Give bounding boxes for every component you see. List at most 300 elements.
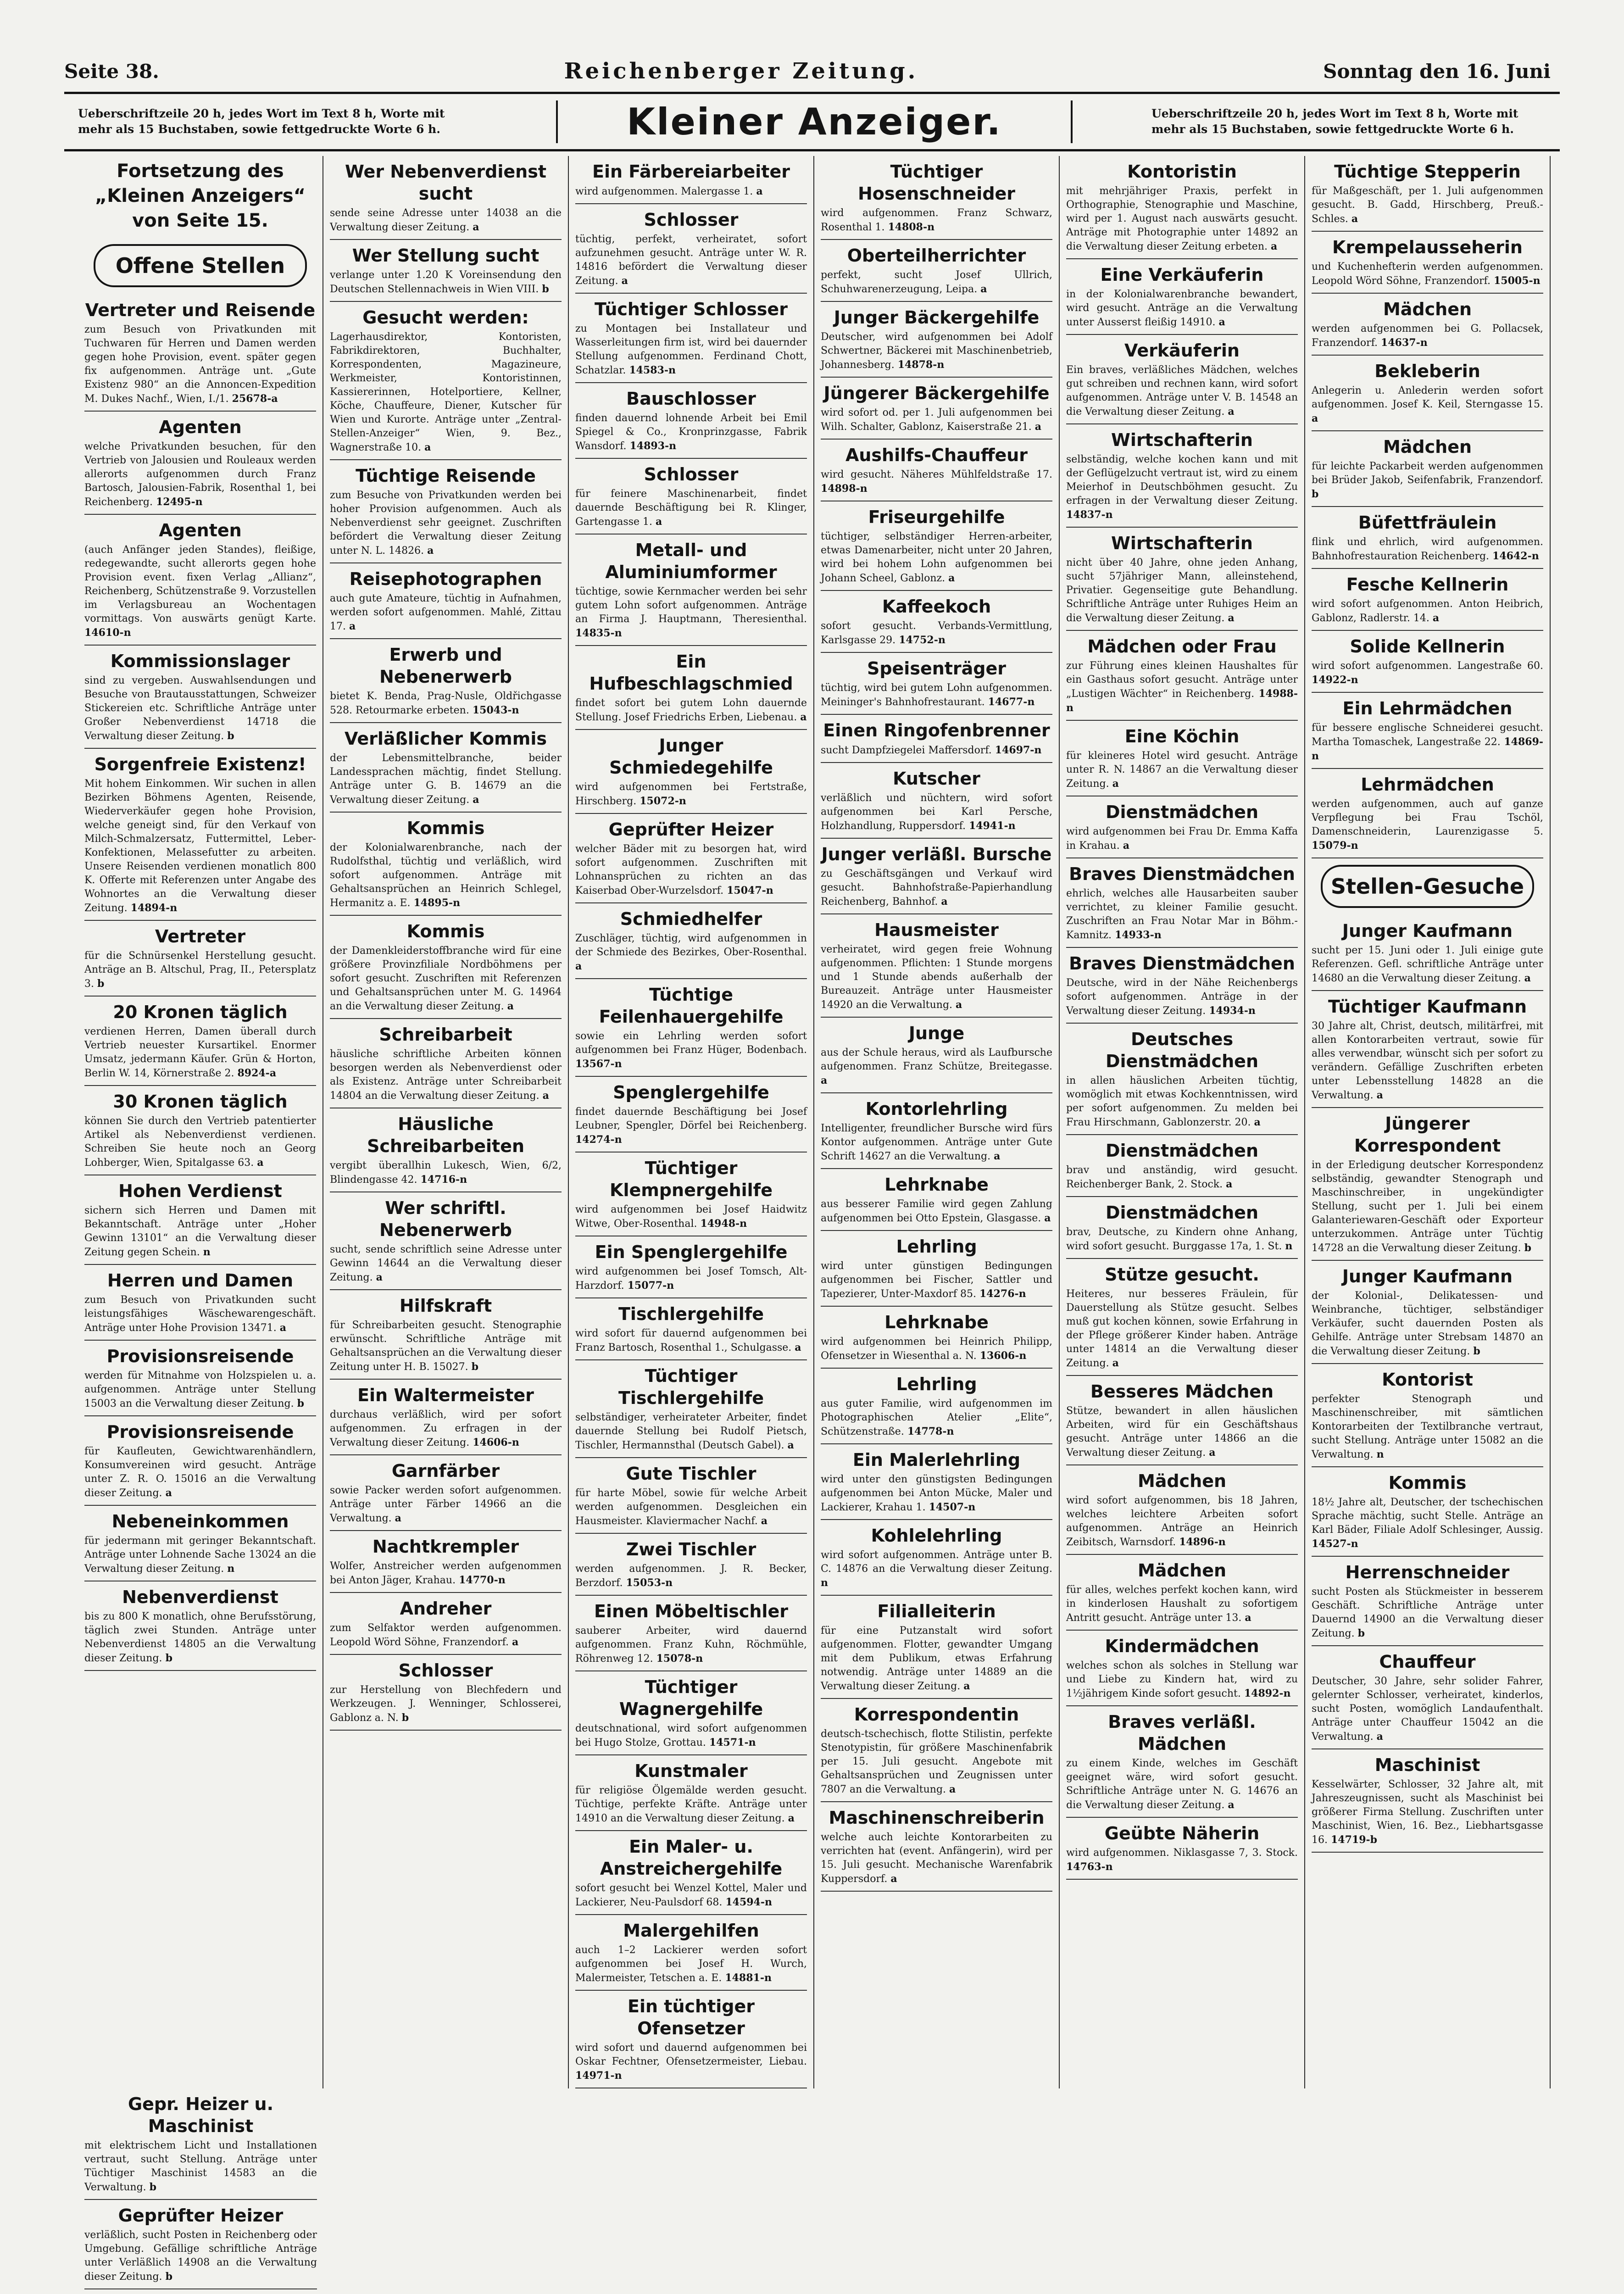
classified-ad bbox=[821, 302, 1052, 378]
ad-text: wird sofort aufgenommen. Langestraße 60. bbox=[1312, 660, 1543, 672]
ad-body bbox=[84, 777, 316, 915]
ad-reference: a bbox=[1228, 406, 1235, 418]
ad-reference: a bbox=[756, 185, 763, 197]
ad-heading: Schlosser bbox=[644, 210, 739, 230]
ad-body bbox=[1312, 1675, 1543, 1744]
classified-ad bbox=[1066, 858, 1298, 948]
running-head bbox=[64, 55, 1551, 87]
ad-heading: Stütze gesucht. bbox=[1105, 1264, 1259, 1285]
ad-body bbox=[1312, 1585, 1543, 1641]
ad-reference: a bbox=[376, 1271, 383, 1283]
ad-heading: Krempelausseherin bbox=[1332, 237, 1523, 257]
ad-body bbox=[1066, 1074, 1298, 1130]
ad-reference: a bbox=[656, 516, 662, 528]
classified-ad bbox=[330, 1108, 562, 1192]
ad-body bbox=[821, 619, 1052, 647]
ad-heading: Junger Kaufmann bbox=[1342, 1266, 1513, 1286]
ad-reference: 14869-n bbox=[1312, 736, 1544, 762]
ad-text: welche auch leichte Kontorarbeiten zu verrichten hat (event. Anfängerin), wird per 15. Juli gesucht. Mechanische Warenfabrik Kuppersdorf. bbox=[821, 1832, 1052, 1885]
classified-ad bbox=[1066, 1465, 1298, 1555]
classified-ad bbox=[1312, 356, 1543, 431]
classified-ad bbox=[1312, 232, 1543, 294]
paper-title: Reichenberger Zeitung. bbox=[564, 58, 918, 84]
ad-text: bietet K. Benda, Prag-Nusle, Oldřichgasse 528. Retourmarke erbeten. bbox=[330, 690, 562, 716]
ad-body bbox=[84, 1445, 316, 1500]
ad-heading: Lehrmädchen bbox=[1361, 774, 1494, 795]
ad-reference: b bbox=[1524, 1242, 1531, 1254]
ad-text: Heiteres, nur besseres Fräulein, für Dauerstellung als Stütze gesucht. Selbes muß gut kochen können, sowie Erfahrung in der Pflege größerer Kinder haben. Anträge unter 14814 an die Verwaltung dieser Zeitung. bbox=[1066, 1288, 1298, 1369]
ad-body bbox=[821, 1624, 1052, 1693]
ad-reference: 14934-n bbox=[1209, 1005, 1256, 1017]
ad-heading: Maschinist bbox=[1374, 1755, 1480, 1775]
ad-body bbox=[575, 1784, 807, 1826]
ad-reference: a bbox=[761, 1515, 768, 1527]
ad-text: der Kolonialwarenbranche, nach der Rudolfsthal, tüchtig und verläßlich, wird sofort aufgenommen. Anträge mit Gehaltsansprüchen an Heinrich Schlegel, Hermanitz a. E. bbox=[330, 842, 562, 909]
classified-ad bbox=[575, 535, 807, 646]
classified-ad bbox=[821, 156, 1052, 240]
ad-heading: Lehrknabe bbox=[884, 1175, 989, 1195]
ad-heading: Provisionsreisende bbox=[106, 1346, 294, 1366]
ad-text: selbständig, welche kochen kann und mit der Geflügelzucht vertraut ist, wird zu einem Meierhof in Deutschböhmen gesucht. Zu erfragen in der Verwaltung dieser Zeitung. bbox=[1066, 454, 1298, 507]
ad-reference: a bbox=[956, 999, 962, 1011]
classified-ad bbox=[84, 1506, 316, 1581]
ad-reference: a bbox=[257, 1157, 264, 1169]
ad-reference: a bbox=[1376, 1089, 1383, 1101]
ad-body bbox=[575, 1624, 807, 1666]
classified-ad bbox=[1066, 156, 1298, 259]
ad-body bbox=[575, 696, 807, 724]
ad-reference: 14898-n bbox=[821, 483, 868, 495]
classified-ad bbox=[821, 1596, 1052, 1699]
ad-reference: 14274-n bbox=[575, 1134, 622, 1146]
ad-reference: 14894-n bbox=[130, 902, 178, 914]
classified-ad bbox=[330, 723, 562, 813]
ad-text: wird sofort und dauernd aufgenommen bei Oskar Fechtner, Ofensetzermeister, Liebau. bbox=[575, 2042, 807, 2067]
classified-ad bbox=[821, 715, 1052, 763]
classified-ad bbox=[1066, 1259, 1298, 1376]
ad-reference: a bbox=[795, 1342, 801, 1353]
classified-ad bbox=[330, 1192, 562, 1290]
ad-heading: Garnfärber bbox=[391, 1461, 500, 1481]
ad-body bbox=[575, 932, 807, 974]
ad-text: sucht per 15. Juni oder 1. Juli einige gute Referenzen. Gefl. schriftliche Anträge unter 14680 an die Verwaltung dieser Zeitung. bbox=[1312, 945, 1543, 984]
ad-text: sucht Posten als Stückmeister in besserem Geschäft. Schriftliche Anträge unter Dauernd 14900 an die Verwaltung dieser Zeitung. bbox=[1312, 1586, 1543, 1639]
ad-text: werden für Mitnahme von Holzspielen u. a. aufgenommen. Anträge unter Stellung 15003 an die Verwaltung dieser Zeitung. bbox=[84, 1370, 316, 1409]
ad-text: der Lebensmittelbranche, beider Landessprachen mächtig, findet Stellung. Anträge unter G. B. 14679 an die Verwaltung dieser Zeitung. bbox=[330, 752, 562, 806]
ad-body bbox=[84, 674, 316, 743]
classified-ad bbox=[821, 1520, 1052, 1596]
classified-ad bbox=[821, 440, 1052, 501]
ad-text: für religiöse Ölgemälde werden gesucht. Tüchtige, perfekte Kräfte. Anträge unter 14910 an die Verwaltung dieser Zeitung. bbox=[575, 1785, 807, 1824]
ad-reference: a bbox=[424, 441, 431, 453]
ad-text: für jedermann mit geringer Bekanntschaft. Anträge unter Lohnende Sache 13024 an die Verwaltung dieser Zeitung. bbox=[84, 1535, 316, 1575]
ad-body bbox=[575, 2041, 807, 2083]
ad-column bbox=[78, 2088, 323, 2294]
ad-body bbox=[330, 1683, 562, 1725]
classified-ad bbox=[575, 730, 807, 814]
band-rule bbox=[64, 149, 1560, 151]
ad-text: sende seine Adresse unter 14038 an die Verwaltung dieser Zeitung. bbox=[330, 207, 562, 233]
ad-heading: Hohen Verdienst bbox=[118, 1181, 282, 1201]
ad-reference: 14941-n bbox=[968, 820, 1016, 832]
ad-text: aus guter Familie, wird aufgenommen im Photographischen Atelier „Elite“, Schützenstraße. bbox=[821, 1398, 1052, 1437]
ad-heading: Wer Nebenverdienst sucht bbox=[345, 161, 547, 204]
classified-ad bbox=[84, 2289, 317, 2294]
ad-text: durchaus verläßlich, wird per sofort aufgenommen. Zu erfragen in der Verwaltung dieser Zeitung. bbox=[330, 1409, 562, 1448]
ad-body bbox=[821, 1831, 1052, 1886]
classified-ad bbox=[821, 591, 1052, 653]
classified-ad bbox=[821, 240, 1052, 302]
ad-heading: Reisephotographen bbox=[349, 569, 542, 589]
classified-ad bbox=[330, 1380, 562, 1455]
ad-heading: Jüngerer Korrespondent bbox=[1354, 1114, 1501, 1156]
ad-reference: 14878-n bbox=[897, 359, 945, 371]
ad-reference: 14752-n bbox=[899, 634, 945, 646]
ad-text: wird aufgenommen bei Frau Dr. Emma Kaffa in Krahau. bbox=[1066, 826, 1298, 852]
ad-reference: a bbox=[575, 960, 582, 972]
ad-heading: Speisenträger bbox=[867, 658, 1007, 679]
ad-body bbox=[1066, 976, 1298, 1018]
ad-body bbox=[1312, 597, 1543, 625]
classified-ad bbox=[1066, 335, 1298, 424]
ad-reference: b bbox=[165, 2271, 172, 2283]
ad-heading: Junge bbox=[908, 1023, 965, 1043]
classified-ad bbox=[330, 240, 562, 302]
ad-text: werden aufgenommen. J. R. Becker, Berzdorf. bbox=[575, 1563, 807, 1589]
classified-ad bbox=[575, 646, 807, 730]
classified-ad bbox=[575, 459, 807, 535]
ad-text: mit mehrjähriger Praxis, perfekt in Orthographie, Stenographie und Maschine, wird per 1. August nach auswärts gesucht. Anträge mit Photographie unter 14892 an die Verwaltung dieser Zeitung erbeten. bbox=[1066, 185, 1298, 252]
ad-heading: Ein Malerlehrling bbox=[852, 1450, 1021, 1470]
ad-heading: Dienstmädchen bbox=[1105, 1203, 1259, 1223]
ad-text: welcher Bäder mit zu besorgen hat, wird sofort aufgenommen. Zuschriften mit Lohnansprüchen zu richten an das Kaiserbad Ober-Wurzelsdorf. bbox=[575, 843, 807, 896]
ad-text: findet sofort bei gutem Lohn dauernde Stellung. Josef Friedrichs Erben, Liebenau. bbox=[575, 697, 807, 723]
ad-body bbox=[575, 1562, 807, 1590]
ad-heading: Jüngerer Bäckergehilfe bbox=[823, 383, 1050, 403]
ad-heading: Kutscher bbox=[893, 768, 980, 789]
ad-reference: 15047-n bbox=[727, 885, 773, 896]
ad-reference: a bbox=[980, 283, 987, 295]
ad-body bbox=[821, 468, 1052, 496]
ad-heading: Tüchtiger Klempnergehilfe bbox=[610, 1158, 773, 1200]
ad-text: aus der Schule heraus, wird als Laufbursche aufgenommen. Franz Schütze, Breitegasse. bbox=[821, 1047, 1052, 1072]
ad-reference: a bbox=[948, 572, 955, 584]
ad-body bbox=[1066, 1583, 1298, 1625]
ad-body bbox=[821, 1727, 1052, 1797]
ad-text: sind zu vergeben. Auswahlsendungen und Besuche von Brautausstattungen, Schweizer Stickereien etc. Schriftliche Anträge unter Großer Nebenverdienst 14718 die Verwaltung dieser Zeitung. bbox=[84, 675, 316, 742]
classified-ad bbox=[1312, 569, 1543, 631]
ad-text: sucht Dampfziegelei Maffersdorf. bbox=[821, 745, 992, 756]
classified-ad bbox=[821, 1093, 1052, 1169]
ad-body bbox=[1312, 1289, 1543, 1359]
ad-body bbox=[1066, 453, 1298, 522]
ad-text: findet dauernde Beschäftigung bei Josef Leubner, Spengler, Dörfel bei Reichenberg. bbox=[575, 1106, 807, 1131]
ad-text: zur Herstellung von Blechfedern und Werkzeugen. J. Wenninger, Schlosserei, Gablonz a. N. bbox=[330, 1684, 562, 1724]
ad-body bbox=[821, 530, 1052, 585]
classified-ad bbox=[330, 156, 562, 240]
ad-text: werden aufgenommen bei G. Pollacsek, Franzendorf. bbox=[1312, 323, 1543, 349]
ad-heading: Geprüfter Heizer bbox=[118, 2205, 284, 2226]
ad-body bbox=[1312, 659, 1543, 687]
ad-heading: Eine Verkäuferin bbox=[1100, 265, 1264, 285]
ad-body bbox=[330, 1319, 562, 1374]
classified-ad bbox=[1066, 259, 1298, 335]
ad-column bbox=[78, 156, 323, 2088]
classified-ad bbox=[84, 2088, 317, 2200]
classified-ad bbox=[1312, 1646, 1543, 1749]
ad-heading: Friseurgehilfe bbox=[868, 507, 1005, 527]
classified-ad bbox=[575, 1077, 807, 1153]
ad-reference: 15043-n bbox=[472, 704, 519, 716]
ad-body bbox=[575, 412, 807, 453]
ad-reference: a bbox=[941, 896, 948, 908]
ad-body bbox=[330, 841, 562, 910]
ad-heading: Geprüfter Heizer bbox=[608, 819, 774, 840]
ad-reference: a bbox=[279, 1322, 286, 1334]
ad-heading: Mädchen oder Frau bbox=[1087, 636, 1277, 657]
classified-ad bbox=[575, 383, 807, 459]
ad-reference: a bbox=[963, 1680, 970, 1692]
ad-heading: Ein Spenglergehilfe bbox=[595, 1242, 788, 1262]
ad-reference: 15078-n bbox=[656, 1653, 703, 1665]
ad-reference: a bbox=[395, 1512, 401, 1524]
ad-text: brav und anständig, wird gesucht. Reichenberger Bank, 2. Stock. bbox=[1066, 1164, 1298, 1190]
classified-ad bbox=[821, 914, 1052, 1018]
ad-body bbox=[821, 330, 1052, 372]
ad-heading: Tüchtiger Wagnergehilfe bbox=[619, 1677, 763, 1719]
ad-text: Anlegerin u. Anlederin werden sofort aufgenommen. Josef K. Keil, Sterngasse 15. bbox=[1312, 385, 1543, 410]
ad-body bbox=[575, 1030, 807, 1071]
ad-heading: Einen Ringofenbrenner bbox=[823, 720, 1050, 741]
page-number: Seite 38. bbox=[64, 60, 159, 83]
ad-body bbox=[575, 1327, 807, 1355]
classified-ad bbox=[330, 1531, 562, 1593]
ad-text: Deutscher, wird aufgenommen bei Adolf Schwertner, Bäckerei mit Maschinenbetrieb, Johannesberg. bbox=[821, 331, 1052, 371]
classified-ad bbox=[1066, 631, 1298, 721]
ad-heading: Provisionsreisende bbox=[106, 1422, 294, 1442]
ad-column bbox=[569, 156, 814, 2088]
ad-heading: Braves Dienstmädchen bbox=[1069, 953, 1295, 974]
ad-reference: b bbox=[1357, 1627, 1365, 1639]
ad-body bbox=[575, 322, 807, 378]
classified-ad bbox=[575, 294, 807, 383]
ad-body bbox=[821, 206, 1052, 234]
ad-heading: Kommis bbox=[406, 818, 485, 838]
ad-text: werden aufgenommen, auch auf ganze Verpflegung bei Frau Tschöl, Damenschneiderin, Laurenzigasse 5. bbox=[1312, 798, 1543, 837]
ad-text: sucht, sende schriftlich seine Adresse unter Gewinn 14644 an die Verwaltung dieser Zeitung. bbox=[330, 1244, 562, 1283]
ad-heading: Wirtschafterin bbox=[1111, 533, 1253, 553]
ad-reference: 14610-n bbox=[84, 627, 131, 639]
ad-body bbox=[84, 1293, 316, 1335]
ad-body bbox=[330, 944, 562, 1013]
ad-reference: n bbox=[821, 1577, 828, 1589]
ad-text: verdienen Herren, Damen überall durch Vertrieb neuester Kursartikel. Enormer Umsatz, jedermann Käufer. Grün & Horton, Berlin W. 14, Körnerstraße 2. bbox=[84, 1026, 316, 1079]
ad-text: für feinere Maschinenarbeit, findet dauernde Beschäftigung bei R. Klinger, Gartengasse 1. bbox=[575, 488, 807, 528]
classified-ad bbox=[1066, 721, 1298, 796]
ad-reference: b bbox=[471, 1361, 478, 1373]
ad-reference: 14837-n bbox=[1066, 509, 1113, 521]
ad-reference: a bbox=[1123, 840, 1129, 852]
ad-text: für bessere englische Schneiderei gesucht. Martha Tomaschek, Langestraße 22. bbox=[1312, 722, 1543, 748]
ad-heading: Filialleiterin bbox=[877, 1601, 996, 1621]
ad-text: für eine Putzanstalt wird sofort aufgenommen. Flotter, gewandter Umgang mit dem Publikum, etwas Erfahrung notwendig. Anträge unter 14889 an die Verwaltung dieser Zeitung. bbox=[821, 1625, 1052, 1692]
ad-body bbox=[84, 440, 316, 509]
classified-ad bbox=[1066, 1197, 1298, 1259]
ad-heading: Korrespondentin bbox=[854, 1704, 1019, 1725]
classified-ad bbox=[575, 1153, 807, 1236]
ad-heading: Tüchtige Feilenhauergehilfe bbox=[599, 985, 784, 1027]
ad-reference: 15072-n bbox=[640, 795, 686, 807]
ad-text: Mit hohem Einkommen. Wir suchen in allen Bezirken Böhmens Agenten, Reisende, Wiederverkäufer gegen hohe Provision, welche geneigt sind, für den Verkauf von Milch-Schmalzersatz, Futtermittel, Leber-Konfektionen, Melassefutter zu arbeiten. Unsere Reisenden verdienen monatlich 800 K. Offerte mit Referenzen unter Angabe des Wohnortes an die Verwaltung dieser Zeitung. bbox=[84, 778, 316, 914]
ad-body bbox=[84, 949, 316, 991]
ad-heading: Verläßlicher Kommis bbox=[345, 729, 547, 749]
classified-ad bbox=[1066, 1706, 1298, 1818]
ad-text: sofort gesucht bei Wenzel Kottel, Maler und Lackierer, Neu-Paulsdorf 68. bbox=[575, 1882, 807, 1908]
classified-ad bbox=[1312, 631, 1543, 693]
ad-body bbox=[821, 681, 1052, 709]
ad-reference: a bbox=[1228, 1799, 1235, 1811]
ad-text: wird unter den günstigsten Bedingungen aufgenommen bei Anton Mücke, Maler und Lackierer, Krahau 1. bbox=[821, 1474, 1052, 1513]
ad-text: 18½ Jahre alt, Deutscher, der tschechischen Sprache mächtig, sucht Stelle. Anträge an Karl Bäder, Filiale Adolf Schlesinger, Aussig. bbox=[1312, 1497, 1543, 1536]
ad-text: in der Erledigung deutscher Korrespondenz selbständig, gewandter Stenograph und Maschinschreiber, in ungekündigter Stellung, sucht per 1. Juli bei einem Galanteriewaren-Geschäft oder Exporteur unterzukommen. Anträge unter Tüchtig 14728 an die Verwaltung dieser Zeitung. bbox=[1312, 1159, 1543, 1254]
ad-reference: 13567-n bbox=[575, 1058, 622, 1070]
ad-body bbox=[575, 780, 807, 808]
ad-reference: a bbox=[473, 794, 479, 806]
ad-text: für Maßgeschäft, per 1. Juli aufgenommen gesucht. B. Gadd, Hirschberg, Preuß.-Schles. bbox=[1312, 185, 1543, 225]
ad-reference: a bbox=[1524, 972, 1531, 984]
ad-reference: a bbox=[994, 1150, 1001, 1162]
ad-reference: a bbox=[1351, 213, 1358, 225]
classified-ad bbox=[330, 1455, 562, 1531]
ad-reference: b bbox=[1473, 1345, 1480, 1357]
ad-reference: 14677-n bbox=[988, 696, 1035, 708]
classified-ad bbox=[330, 639, 562, 723]
ad-body bbox=[821, 791, 1052, 833]
classified-ad bbox=[1312, 156, 1543, 232]
classified-ad bbox=[1312, 1557, 1543, 1646]
ad-heading: Lehrling bbox=[896, 1374, 977, 1394]
ad-reference: 12495-n bbox=[156, 496, 203, 508]
ad-reference: a bbox=[621, 275, 628, 287]
ad-text: können Sie durch den Vertrieb patentierter Artikel als Nebenverdienst verdienen. Schreiben Sie heute noch an Georg Lohberger, Wien, Spitalgasse 63. bbox=[84, 1115, 316, 1169]
ad-reference: 14770-n bbox=[459, 1574, 506, 1586]
ad-reference: a bbox=[165, 1487, 172, 1499]
ad-reference: a bbox=[1271, 240, 1278, 252]
ad-heading: Kindermädchen bbox=[1105, 1636, 1259, 1656]
ad-heading: Kontorlehrling bbox=[865, 1099, 1008, 1119]
ad-body bbox=[1066, 184, 1298, 254]
ad-reference: a bbox=[473, 221, 479, 233]
ad-heading: Tüchtiger Hosenschneider bbox=[857, 161, 1016, 204]
ad-body bbox=[1312, 184, 1543, 226]
classified-ad bbox=[575, 204, 807, 294]
ad-heading: Oberteilherrichter bbox=[847, 245, 1026, 266]
ad-text: deutschnational, wird sofort aufgenommen bei Hugo Stolze, Grottau. bbox=[575, 1723, 807, 1748]
ad-heading: Mädchen bbox=[1383, 299, 1472, 319]
ad-heading: Tüchtige Reisende bbox=[356, 466, 536, 486]
classified-ad bbox=[575, 1671, 807, 1755]
ad-reference: a bbox=[542, 1090, 549, 1102]
ad-heading: Spenglergehilfe bbox=[613, 1082, 769, 1102]
ad-reference: 14988-n bbox=[1066, 688, 1298, 714]
classified-ad bbox=[575, 1755, 807, 1831]
classified-ad bbox=[84, 515, 316, 646]
ad-reference: 14507-n bbox=[929, 1501, 976, 1513]
ad-body bbox=[575, 1882, 807, 1910]
ad-heading: Wirtschafterin bbox=[1111, 430, 1253, 450]
ad-reference: 14893-n bbox=[629, 440, 677, 452]
ad-body bbox=[821, 743, 1052, 757]
ad-body bbox=[330, 1243, 562, 1285]
ad-heading: Wer schriftl. Nebenerwerb bbox=[379, 1198, 512, 1240]
ad-body bbox=[84, 1204, 316, 1259]
rate-note-right: Ueberschriftzeile 20 h, jedes Wort im Text 8 h, Worte mit mehr als 15 Buchstaben, sowie fettgedruckte Worte 6 h. bbox=[1151, 107, 1518, 136]
ad-heading: Kommis bbox=[1388, 1473, 1467, 1493]
classified-ad bbox=[575, 1236, 807, 1298]
ad-reference: b bbox=[542, 283, 549, 295]
ad-text: für leichte Packarbeit werden aufgenommen bei Brüder Jakob, Seifenfabrik, Franzendorf. bbox=[1312, 461, 1543, 486]
ad-text: zum Besuche von Privatkunden werden bei hoher Provision aufgenommen. Auch als Nebenverdienst sehr geeignet. Zuschriften befördert die Verwaltung dieser Zeitung unter N. L. 14826. bbox=[330, 490, 562, 557]
ad-reference: 14716-n bbox=[420, 1174, 467, 1186]
ad-heading: Mädchen bbox=[1383, 437, 1472, 457]
ad-body bbox=[1312, 721, 1543, 763]
classified-ad bbox=[1312, 1108, 1543, 1261]
classified-ad bbox=[330, 1593, 562, 1655]
section-band bbox=[78, 96, 1551, 147]
ad-text: zu einem Kinde, welches im Geschäft geeignet wäre, wird sofort gesucht. Schriftliche Anträge unter N. G. 14676 an die Verwaltung dieser Zeitung. bbox=[1066, 1758, 1298, 1811]
ad-text: tüchtiger, selbständiger Herren-arbeiter, etwas Damenarbeiter, nicht unter 20 Jahren, wird bei hohem Lohn aufgenommen bei Johann Scheel, Gablonz. bbox=[821, 531, 1052, 584]
classified-ad bbox=[84, 412, 316, 515]
ad-body bbox=[330, 268, 562, 296]
ad-text: zum Selfaktor werden aufgenommen. Leopold Wörd Söhne, Franzendorf. bbox=[330, 1622, 562, 1648]
ad-reference: n bbox=[203, 1246, 211, 1258]
ad-reference: 14571-n bbox=[709, 1737, 756, 1748]
ad-text: sofort gesucht. Verbands-Vermittlung, Karlsgasse 29. bbox=[821, 620, 1052, 646]
ad-body bbox=[84, 1534, 316, 1576]
ad-heading: Braves Dienstmädchen bbox=[1069, 864, 1295, 884]
ad-reference: a bbox=[1312, 412, 1318, 424]
ad-reference: 14606-n bbox=[473, 1437, 519, 1448]
ad-text: Deutscher, 30 Jahre, sehr solider Fahrer, gelernter Schlosser, verheiratet, kinderlos, sucht Posten, womöglich Landaufenthalt. Anträge unter Chauffeur 15042 an die Verwaltung. bbox=[1312, 1676, 1543, 1743]
ad-body bbox=[330, 1159, 562, 1187]
ad-reference: n bbox=[1285, 1240, 1293, 1252]
classified-ad bbox=[1312, 991, 1543, 1108]
ad-reference: a bbox=[788, 1812, 795, 1824]
ad-reference: b bbox=[165, 1652, 172, 1664]
ad-text: zum Besuch von Privatkunden mit Tuchwaren für Herren und Damen werden gegen hohe Provision, event. später gegen fix aufgenommen. Anträge unt. „Gute Existenz 980“ an die Annoncen-Expedition M. Dukes Nachf., Wien, I./1. bbox=[84, 324, 316, 405]
ad-body bbox=[575, 1411, 807, 1453]
classified-ad bbox=[84, 2200, 317, 2289]
ad-text: auch 1–2 Lackierer werden sofort aufgenommen bei Josef H. Wurch, Malermeister, Tetschen a. E. bbox=[575, 1944, 807, 1984]
ad-text: für kleineres Hotel wird gesucht. Anträge unter R. N. 14867 an die Verwaltung dieser Zeitung. bbox=[1066, 750, 1298, 790]
ad-columns bbox=[78, 156, 1551, 2283]
classified-ad bbox=[84, 646, 316, 749]
ad-reference: 14892-n bbox=[1244, 1687, 1291, 1699]
ad-heading: Verkäuferin bbox=[1124, 340, 1240, 361]
ad-body bbox=[821, 1335, 1052, 1363]
ad-heading: Schmiedhelfer bbox=[620, 909, 762, 929]
ad-reference: a bbox=[821, 1075, 828, 1086]
section-masthead: Kleiner Anzeiger. bbox=[556, 100, 1073, 143]
classified-ad bbox=[1066, 424, 1298, 528]
ad-heading: Ein Maler- u. Anstreichergehilfe bbox=[600, 1837, 783, 1879]
classified-ad bbox=[330, 1019, 562, 1108]
ad-heading: Nachtkrempler bbox=[372, 1537, 519, 1557]
continuation-note: Fortsetzung des „Kleinen Anzeigers“ von Seite 15. bbox=[95, 161, 306, 231]
ad-heading: Schreibarbeit bbox=[379, 1025, 512, 1045]
ad-body bbox=[1312, 1496, 1543, 1551]
ad-reference: 14697-n bbox=[995, 744, 1042, 756]
